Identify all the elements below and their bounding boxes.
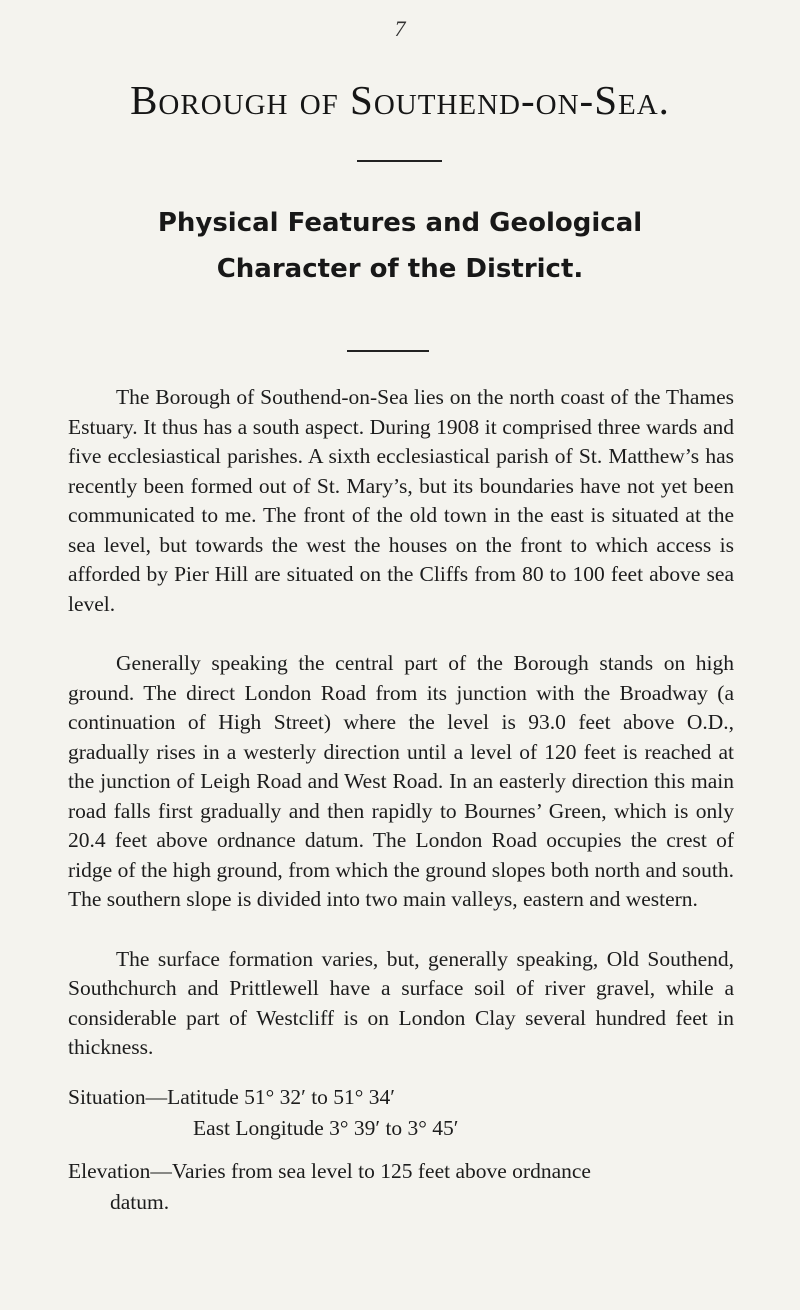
- divider-top: [357, 160, 442, 162]
- page-title: Borough of Southend-on-Sea.: [130, 77, 670, 123]
- situation-entry: [68, 1082, 768, 1144]
- section-heading-line-2: Character of the District.: [216, 254, 584, 284]
- paragraph-location: The Borough of Southend-on-Sea lies on the north coast of the Thames Estuary. It thus has a south aspect. During 1908 it comprised three wards and five ecclesiastical parishes. A sixth ecclesiastical parish of St. Matthew’s has recently been formed out of St. Mary’s, but its boundaries have not yet been communicated to me. The front of the old town in the east is situated at the sea level, but towards the west the houses on the front to which access is afforded by Pier Hill are situated on the Cliffs from 80 to 100 feet above sea level.: [68, 385, 734, 616]
- section-heading: [0, 200, 800, 292]
- paragraph-surface: The surface formation varies, but, generally speaking, Old Southend, Southchurch and Prittlewell have a surface soil of river gravel, while a considerable part of Westcliff is on London Clay several hundred feet in thickness.: [68, 946, 734, 1059]
- elevation-range: Elevation—Varies from sea level to 125 feet above ordnance: [68, 1159, 591, 1183]
- page-number: 7: [394, 16, 406, 41]
- section-heading-line-1: Physical Features and Geological: [157, 208, 643, 238]
- elevation-entry: [68, 1156, 768, 1218]
- elevation-datum: datum.: [110, 1190, 170, 1214]
- situation-latitude: Situation—Latitude 51° 32′ to 51° 34′: [68, 1085, 395, 1109]
- geographic-data: [68, 1082, 768, 1230]
- divider-bottom: [347, 350, 429, 352]
- situation-longitude: East Longitude 3° 39′ to 3° 45′: [193, 1116, 459, 1140]
- body-text: [68, 383, 734, 1093]
- paragraph-elevation: Generally speaking the central part of the Borough stands on high ground. The direct London Road from its junction with the Broadway (a continuation of High Street) where the level is 93.0 feet above O.D., gradually rises in a westerly direction until a level of 120 feet is reached at the junction of Leigh Road and West Road. In an easterly direction this main road falls first gradually and then rapidly to Bournes’ Green, which is only 20.4 feet above ordnance datum. The London Road occupies the crest of ridge of the high ground, from which the ground slopes both north and south. The southern slope is divided into two main valleys, eastern and western.: [68, 651, 734, 911]
